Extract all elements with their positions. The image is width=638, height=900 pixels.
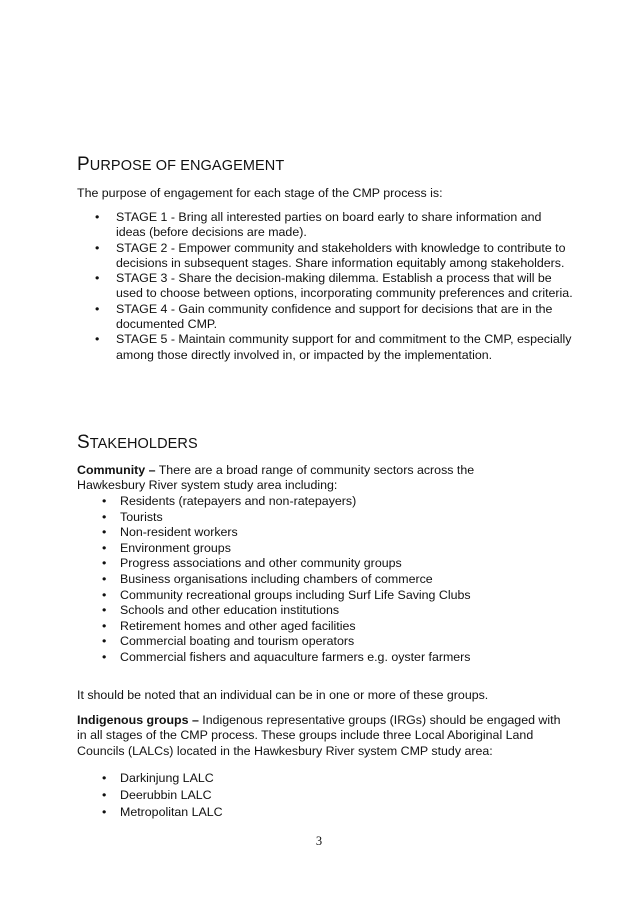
list-item: • Tourists — [102, 510, 542, 526]
list-item: • Environment groups — [102, 541, 542, 557]
community-list — [102, 494, 542, 666]
list-item: • STAGE 1 - Bring all interested parties on board early to share information and ideas (before decisions are made). — [94, 210, 574, 241]
purpose-heading: PURPOSE OF ENGAGEMENT — [77, 154, 285, 175]
lalc-list — [102, 770, 402, 821]
list-item: • Commercial fishers and aquaculture farmers e.g. oyster farmers — [102, 650, 542, 666]
list-item: • Darkinjung LALC — [102, 770, 402, 787]
page-number: 3 — [315, 834, 323, 848]
list-item: • STAGE 3 - Share the decision-making dilemma. Establish a process that will be used to choose between options, incorporating community preferences and criteria. — [94, 271, 574, 302]
list-item: • Retirement homes and other aged facilities — [102, 619, 542, 635]
list-item: • Progress associations and other community groups — [102, 556, 542, 572]
groups-note: It should be noted that an individual can be in one or more of these groups. — [77, 688, 489, 702]
indigenous-paragraph: Indigenous groups – Indigenous representative groups (IRGs) should be engaged with in all stages of the CMP process. These groups include three Local Aboriginal Land Councils (LALCs) located in the Hawkesbury River system CMP study area: — [77, 713, 561, 758]
list-item: • Schools and other education institutions — [102, 603, 542, 619]
indigenous-label: Indigenous groups – — [77, 713, 199, 727]
community-paragraph: Community – There are a broad range of community sectors across the Hawkesbury River system study area including: — [77, 463, 475, 493]
list-item: • Metropolitan LALC — [102, 804, 402, 821]
community-label: Community – — [77, 463, 156, 477]
purpose-intro: The purpose of engagement for each stage of the CMP process is: — [77, 186, 443, 200]
list-item: • Non-resident workers — [102, 525, 542, 541]
list-item: • Business organisations including chambers of commerce — [102, 572, 542, 588]
list-item: • Commercial boating and tourism operators — [102, 634, 542, 650]
list-item: • Community recreational groups including Surf Life Saving Clubs — [102, 588, 542, 604]
stakeholders-heading: STAKEHOLDERS — [77, 432, 198, 453]
list-item: • STAGE 4 - Gain community confidence and support for decisions that are in the documented CMP. — [94, 302, 574, 333]
list-item: • STAGE 5 - Maintain community support for and commitment to the CMP, especially among those directly involved in, or impacted by the implementation. — [94, 332, 574, 363]
list-item: • Deerubbin LALC — [102, 787, 402, 804]
list-item: • Residents (ratepayers and non-ratepayers) — [102, 494, 542, 510]
stage-list — [94, 210, 574, 363]
list-item: • STAGE 2 - Empower community and stakeholders with knowledge to contribute to decisions in subsequent stages. Share information equitably among stakeholders. — [94, 241, 574, 272]
